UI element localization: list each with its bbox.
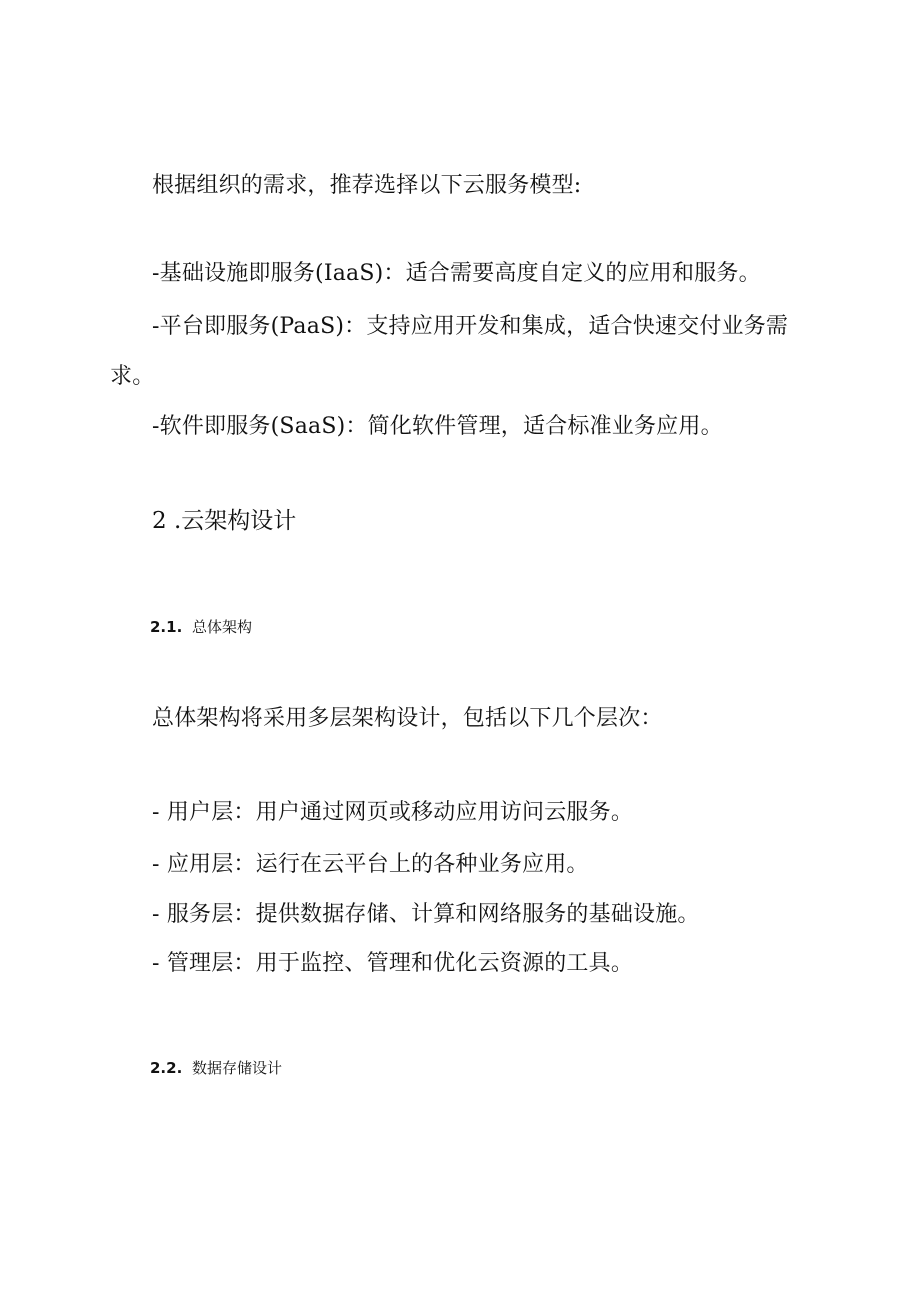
service-model-paas: -平台即服务(PaaS)：支持应用开发和集成，适合快速交付业务需	[152, 314, 789, 339]
layer-application: - 应用层：运行在云平台上的各种业务应用。	[152, 852, 589, 877]
service-model-paas-continuation: 求。	[110, 364, 155, 389]
layer-service: - 服务层：提供数据存储、计算和网络服务的基础设施。	[152, 902, 700, 927]
intro-paragraph: 根据组织的需求，推荐选择以下云服务模型:	[152, 173, 582, 198]
service-model-saas: -软件即服务(SaaS)：简化软件管理，适合标准业务应用。	[152, 414, 723, 439]
subsection-number: 2.2.	[150, 1059, 183, 1077]
subsection-number: 2.1.	[150, 618, 183, 636]
subsection-title: 总体架构	[192, 618, 253, 636]
subsection-title: 数据存储设计	[192, 1059, 283, 1077]
section-title: .云架构设计	[173, 508, 297, 534]
layer-management: - 管理层：用于监控、管理和优化云资源的工具。	[152, 951, 634, 976]
section-number: 2	[152, 508, 167, 534]
layer-user: - 用户层：用户通过网页或移动应用访问云服务。	[152, 800, 634, 825]
service-model-iaas: -基础设施即服务(IaaS)：适合需要高度自定义的应用和服务。	[152, 261, 761, 286]
architecture-intro: 总体架构将采用多层架构设计，包括以下几个层次：	[152, 706, 663, 731]
subsection-heading-2-1	[150, 620, 252, 635]
subsection-heading-2-2	[150, 1061, 282, 1076]
section-heading-2	[152, 510, 296, 533]
